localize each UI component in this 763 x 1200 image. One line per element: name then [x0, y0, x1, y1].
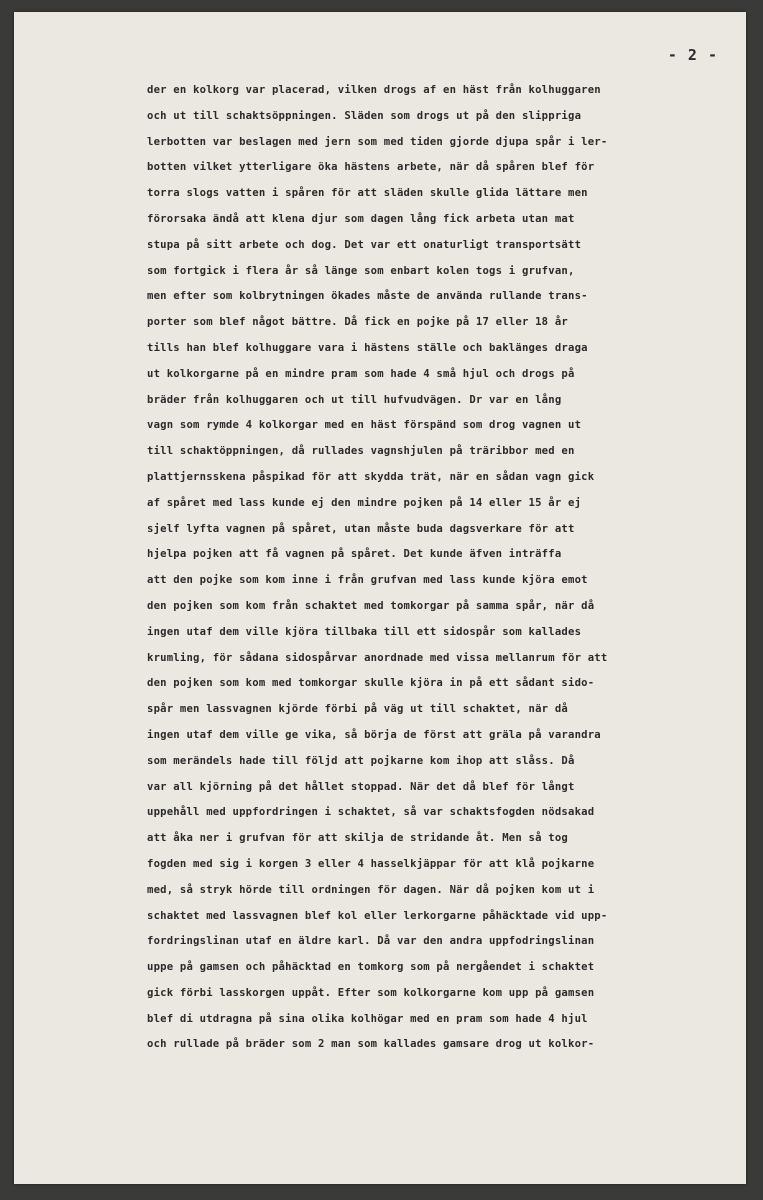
text-line: uppe på gamsen och påhäcktad en tomkorg som på nergåendet i schaktet: [147, 961, 595, 974]
text-line: och ut till schaktsöppningen. Släden som drogs ut på den slippriga: [147, 109, 582, 122]
text-line: bräder från kolhuggaren och ut till hufvudvägen. Dr var en lång: [147, 393, 562, 406]
text-line: till schaktöppningen, då rullades vagnshjulen på träribbor med en: [147, 445, 575, 458]
text-line: botten vilket ytterligare öka hästens arbete, när då spåren blef för: [147, 161, 595, 174]
text-line: att den pojke som kom inne i från grufvan med lass kunde kjöra emot: [147, 574, 588, 587]
text-line: tills han blef kolhuggare vara i hästens ställe och baklänges draga: [147, 341, 588, 354]
text-line: schaktet med lassvagnen blef kol eller lerkorgarne påhäcktade vid upp-: [147, 909, 608, 922]
text-line: krumling, för sådana sidospårvar anordnade med vissa mellanrum för att: [147, 651, 608, 664]
text-line: förorsaka ändå att klena djur som dagen lång fick arbeta utan mat: [147, 212, 575, 225]
text-line: ut kolkorgarne på en mindre pram som hade 4 små hjul och drogs på: [147, 367, 575, 380]
text-line: att åka ner i grufvan för att skilja de stridande åt. Men så tog: [147, 832, 568, 845]
text-line: lerbotten var beslagen med jern som med tiden gjorde djupa spår i ler-: [147, 135, 608, 148]
document-page: [14, 12, 746, 1184]
text-line: fogden med sig i korgen 3 eller 4 hasselkjäppar för att klå pojkarne: [147, 857, 595, 870]
text-line: och rullade på bräder som 2 man som kallades gamsare drog ut kolkor-: [147, 1038, 595, 1051]
text-line: spår men lassvagnen kjörde förbi på väg ut till schaktet, när då: [147, 703, 568, 716]
typed-body-text: [147, 78, 737, 1058]
text-line: uppehåll med uppfordringen i schaktet, så var schaktsfogden nödsakad: [147, 806, 595, 819]
text-line: med, så stryk hörde till ordningen för dagen. När då pojken kom ut i: [147, 883, 595, 896]
text-line: den pojken som kom från schaktet med tomkorgar på samma spår, när då: [147, 599, 595, 612]
text-line: der en kolkorg var placerad, vilken drogs af en häst från kolhuggaren: [147, 84, 601, 96]
text-line: torra slogs vatten i spåren för att släden skulle glida lättare men: [147, 187, 588, 200]
text-line: stupa på sitt arbete och dog. Det var ett onaturligt transportsätt: [147, 238, 582, 251]
text-line: sjelf lyfta vagnen på spåret, utan måste buda dagsverkare för att: [147, 522, 575, 535]
text-line: var all kjörning på det hållet stoppad. När det då blef för långt: [147, 780, 575, 793]
text-line: fordringslinan utaf en äldre karl. Då var den andra uppfodringslinan: [147, 935, 595, 948]
text-line: vagn som rymde 4 kolkorgar med en häst förspänd som drog vagnen ut: [147, 419, 582, 432]
text-line: ingen utaf dem ville ge vika, så börja de först att gräla på varandra: [147, 728, 601, 741]
text-line: gick förbi lasskorgen uppåt. Efter som kolkorgarne kom upp på gamsen: [147, 986, 595, 999]
text-line: men efter som kolbrytningen ökades måste de använda rullande trans-: [147, 290, 588, 303]
text-line: som fortgick i flera år så länge som enbart kolen togs i grufvan,: [147, 264, 575, 277]
text-line: ingen utaf dem ville kjöra tillbaka till ett sidospår som kallades: [147, 625, 582, 638]
text-line: porter som blef något bättre. Då fick en pojke på 17 eller 18 år: [147, 316, 568, 329]
text-line: som merändels hade till följd att pojkarne kom ihop att slåss. Då: [147, 754, 575, 767]
text-line: af spåret med lass kunde ej den mindre pojken på 14 eller 15 år ej: [147, 496, 582, 509]
text-line: hjelpa pojken att få vagnen på spåret. Det kunde äfven inträffa: [147, 548, 562, 561]
page-number: - 2 -: [667, 46, 718, 64]
text-line: den pojken som kom med tomkorgar skulle kjöra in på ett sådant sido-: [147, 677, 595, 690]
text-line: blef di utdragna på sina olika kolhögar med en pram som hade 4 hjul: [147, 1012, 588, 1025]
text-line: plattjernsskena påspikad för att skydda trät, när en sådan vagn gick: [147, 470, 595, 483]
